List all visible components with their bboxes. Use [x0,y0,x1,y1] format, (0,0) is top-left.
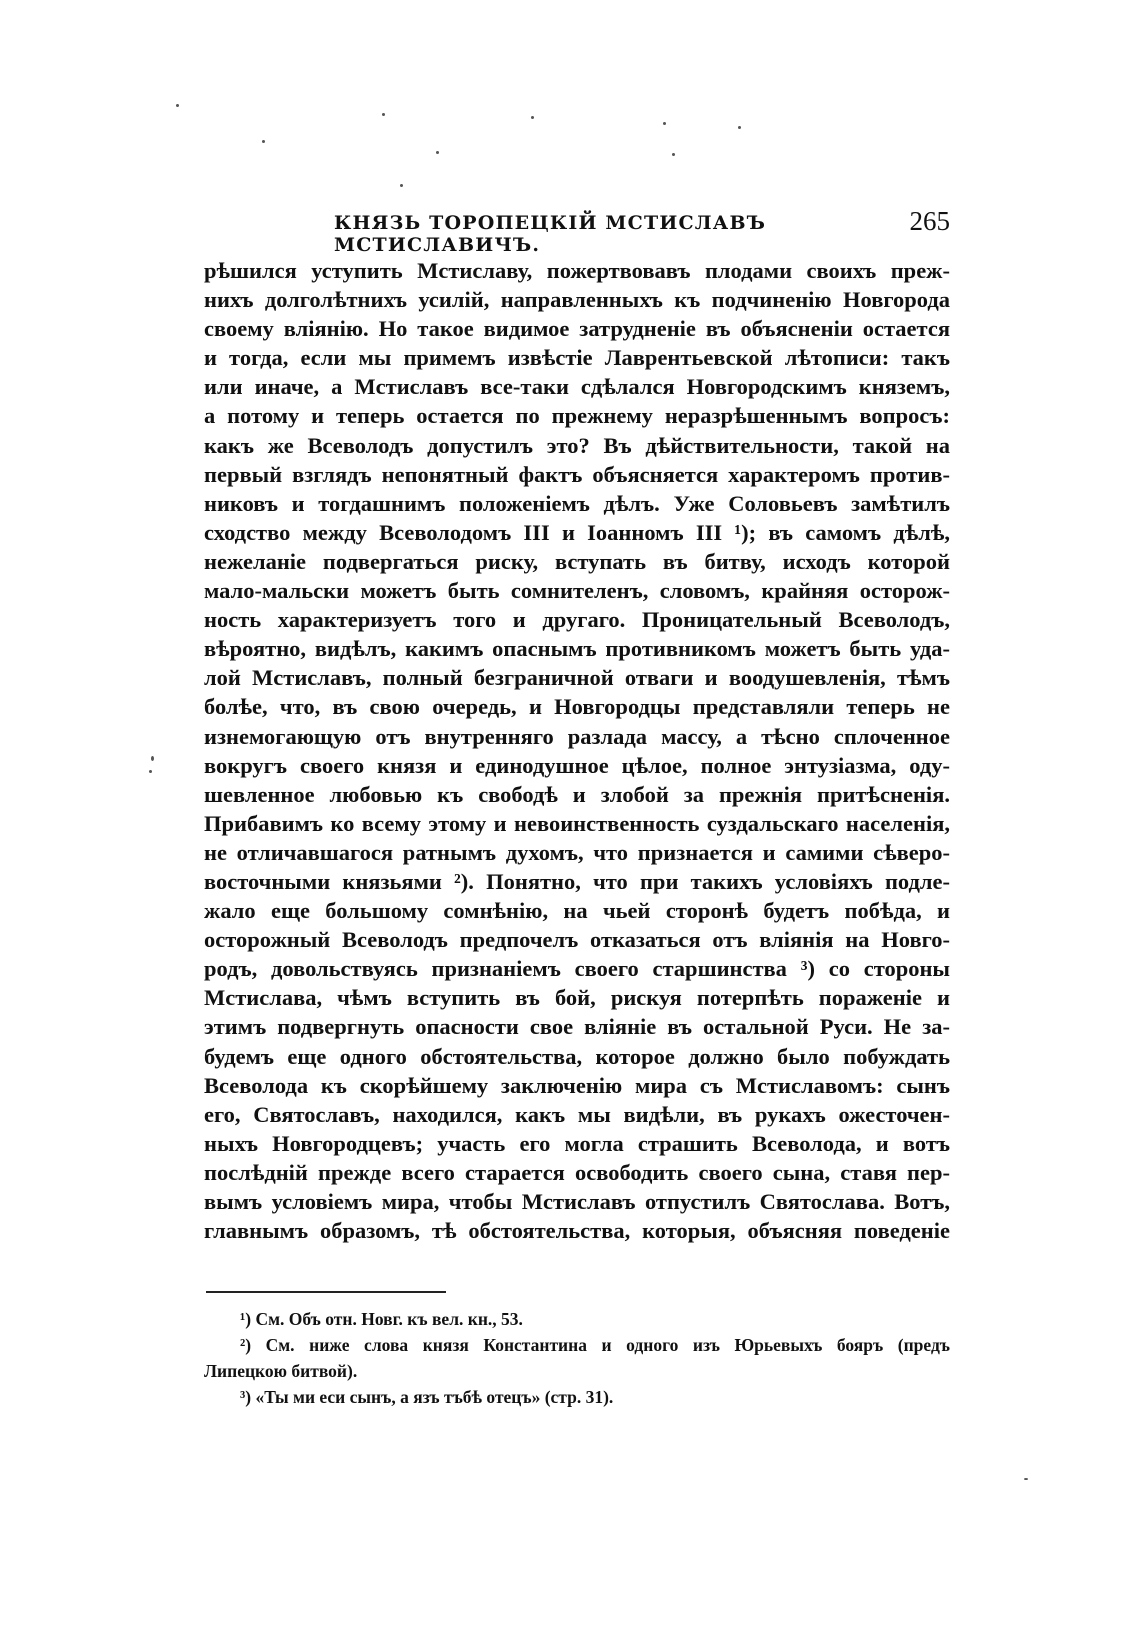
text-line: не отличавшагося ратнымъ духомъ, что признается и самими сѣверо- [204,839,950,865]
scan-speck [149,770,152,773]
scan-speck [531,116,534,119]
text-line: болѣе, что, въ свою очередь, и Новгородцы представляли теперь не [204,694,950,720]
scan-speck [382,113,385,116]
footnote-1: ¹) См. Объ отн. Новг. къ вел. кн., 53. [240,1309,523,1329]
text-line: и тогда, если мы примемъ извѣстіе Лаврентьевской лѣтописи: такъ [204,345,950,371]
text-line: шевленное любовью къ свободѣ и злобой за прежнія притѣсненія. [204,781,950,807]
footnote-3: ³) «Ты ми еси сынъ, а язъ тъбѣ отецъ» (стр. 31). [240,1387,614,1407]
footnote-2-line-2: Липецкою битвой). [204,1361,358,1381]
text-line: жало еще большому сомнѣнію, на чьей сторонѣ будетъ побѣда, и [204,898,950,924]
text-line: сходство между Всеволодомъ III и Іоанномъ III ¹); въ самомъ дѣлѣ, [204,519,950,545]
running-head: КНЯЗЬ ТОРОПЕЦКІЙ МСТИСЛАВЪ МСТИСЛАВИЧЪ. [334,212,767,256]
text-line: своему вліянію. Но такое видимое затрудненіе въ объясненіи остается [204,316,950,342]
text-line: какъ же Всеволодъ допустилъ это? Въ дѣйствительности, такой на [204,432,950,458]
text-line: ность характеризуетъ того и другаго. Проницательный Всеволодъ, [204,607,950,633]
scan-speck [672,153,675,156]
text-line: никовъ и тогдашнимъ положеніемъ дѣлъ. Уже Соловьевъ замѣтилъ [204,490,950,516]
text-line: ныхъ Новгородцевъ; участь его могла страшить Всеволода, и вотъ [204,1130,950,1156]
text-line: а потому и теперь остается по прежнему неразрѣшеннымъ вопросъ: [204,403,950,429]
page-header [204,206,950,256]
text-line: первый взглядъ непонятный фактъ объясняется характеромъ против- [204,461,950,487]
page-number: 265 [909,206,950,236]
scan-speck [663,122,666,125]
scan-speck [738,126,741,129]
text-line: лой Мстиславъ, полный безграничной отваги и воодушевленія, тѣмъ [204,665,950,691]
text-line: рѣшился уступить Мстиславу, пожертвовавъ плодами своихъ преж- [204,258,950,283]
text-line: мало-мальски можетъ быть сомнителенъ, словомъ, крайняя осторож- [204,578,950,604]
scan-speck [176,104,179,107]
footnotes [204,1306,950,1410]
scan-speck [262,140,265,143]
text-line: осторожный Всеволодъ предпочелъ отказаться отъ вліянія на Новго- [204,927,950,953]
text-line: восточными князьями ²). Понятно, что при такихъ условіяхъ подле- [204,868,950,894]
text-line: вѣроятно, видѣлъ, какимъ опаснымъ противникомъ можетъ быть уда- [204,636,950,662]
text-line: Мстислава, чѣмъ вступить въ бой, рискуя потерпѣть пораженіе и [204,985,950,1011]
body-text [204,256,950,1245]
scan-speck [1024,1478,1028,1480]
text-line: изнемогающую отъ внутренняго разлада массу, а тѣсно сплоченное [204,723,950,749]
scan-speck [151,756,154,761]
text-line: или иначе, а Мстиславъ все-таки сдѣлался Новгородскимъ княземъ, [204,374,950,400]
text-line: вокругъ своего князя и единодушное цѣлое, полное энтузіазма, оду- [204,752,950,778]
text-line: родъ, довольствуясь признаніемъ своего старшинства ³) со стороны [204,956,950,982]
text-line: этимъ подвергнуть опасности свое вліяніе въ остальной Руси. Не за- [204,1014,950,1040]
text-line: Всеволода къ скорѣйшему заключенію мира съ Мстиславомъ: сынъ [204,1072,950,1098]
text-line: будемъ еще одного обстоятельства, которое должно было побуждать [204,1043,950,1069]
text-line: нежеланіе подвергаться риску, вступать въ битву, исходъ которой [204,548,950,574]
text-line: нихъ долголѣтнихъ усилій, направленныхъ къ подчиненію Новгорода [204,287,950,313]
scan-speck [436,151,439,154]
footnote-rule [206,1291,446,1293]
text-line: Прибавимъ ко всему этому и невоинственность суздальскаго населенія, [204,810,950,836]
text-line: главнымъ образомъ, тѣ обстоятельства, которыя, объясняя поведеніе [204,1218,950,1244]
text-line: послѣдній прежде всего старается освободить своего сына, ставя пер- [204,1159,950,1185]
text-line: его, Святославъ, находился, какъ мы видѣли, въ рукахъ ожесточен- [204,1101,950,1127]
scan-speck [400,184,403,187]
footnote-2-line-1: ²) См. ниже слова князя Константина и одного изъ Юрьевыхъ бояръ (предъ [240,1335,950,1355]
text-line: вымъ условіемъ мира, чтобы Мстиславъ отпустилъ Святослава. Вотъ, [204,1189,950,1214]
